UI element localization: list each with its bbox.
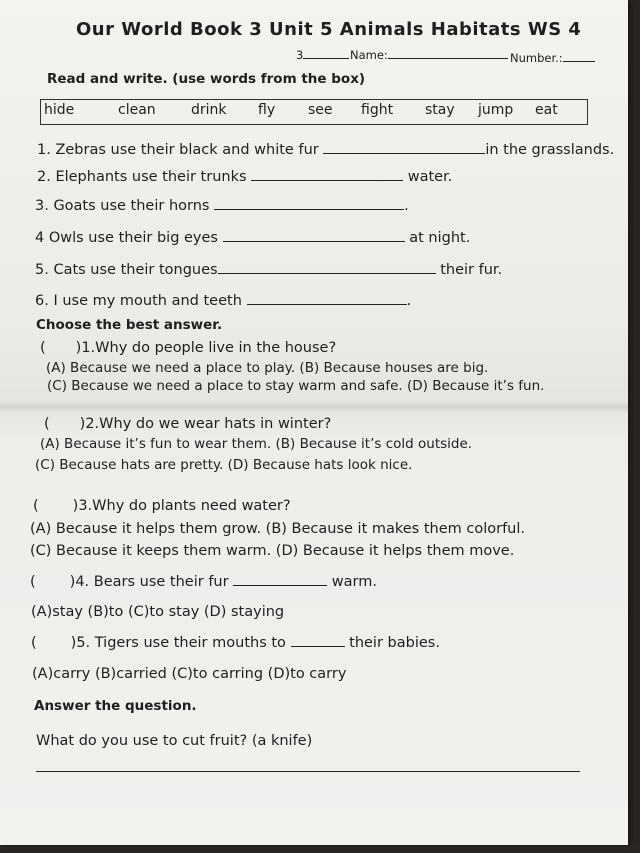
word-box-item: drink [191,102,227,118]
mcq-question-text: warm. [331,574,377,590]
fill-in-text: 6. I use my mouth and teeth [35,293,242,309]
mcq-question [31,634,440,652]
fill-in-question [37,141,614,159]
answer-paren[interactable]: ( [40,340,46,356]
mcq-question-text: )2.Why do we wear hats in winter? [79,416,332,432]
word-box-item: hide [44,102,75,118]
read-write-instruction: Read and write. (use words from the box) [47,71,366,87]
mcq-question-text: )3.Why do plants need water? [72,498,291,514]
answer-paren[interactable]: ( [44,416,50,432]
class-field[interactable] [296,46,349,64]
mcq-options: (A) Because we need a place to play. (B) Because houses are big. [46,360,489,376]
mcq-options: (A)stay (B)to (C)to stay (D) staying [31,604,285,620]
mcq-question-text: )1.Why do people live in the house? [75,340,337,356]
fill-in-text: . [404,198,409,214]
fill-in-text: in the grasslands. [485,142,615,158]
answer-paren[interactable]: ( [31,635,37,651]
mcq-question [30,573,377,591]
word-box-item: jump [478,102,514,118]
word-box-item: eat [535,102,558,118]
name-field[interactable] [350,46,508,64]
word-box-item: fight [361,102,394,118]
word-box-item: see [308,102,333,118]
fill-in-text: 5. Cats use their tongues [35,262,218,278]
mcq-options: (C) Because hats are pretty. (D) Because hats look nice. [35,457,413,473]
open-answer-line[interactable] [36,771,580,772]
answer-paren[interactable]: ( [30,574,36,590]
answer-instruction: Answer the question. [34,698,197,714]
answer-blank[interactable] [223,229,405,242]
mcq-question-text: their babies. [349,635,440,651]
class-prefix: 3 [296,48,304,62]
number-blank[interactable] [563,49,595,62]
fill-in-question [35,229,470,247]
mcq-question-text: )4. Bears use their fur [69,574,229,590]
paper-fold [0,402,628,412]
choose-instruction: Choose the best answer. [36,317,223,333]
class-blank[interactable] [303,46,349,59]
fill-in-question [35,197,409,215]
fill-in-text: . [406,293,412,309]
fill-in-question [35,261,502,279]
mcq-question [40,339,336,357]
answer-blank[interactable] [247,292,407,305]
mcq-options: (A)carry (B)carried (C)to carring (D)to carry [32,666,347,682]
mcq-options: (C) Because it keeps them warm. (D) Because it helps them move. [30,543,515,559]
fill-in-text: water. [407,169,453,185]
answer-blank[interactable] [291,634,345,647]
answer-blank[interactable] [233,573,327,586]
number-label: Number.: [510,51,563,65]
fill-in-text: at night. [409,230,471,246]
fill-in-text: 4 Owls use their big eyes [35,230,218,246]
fill-in-text: their fur. [440,262,503,278]
word-box-item: stay [425,102,455,118]
open-question: What do you use to cut fruit? (a knife) [36,733,313,749]
answer-blank[interactable] [214,197,404,210]
number-field[interactable] [510,49,595,67]
name-label: Name: [350,48,388,62]
mcq-options: (A) Because it helps them grow. (B) Because it makes them colorful. [30,521,526,537]
word-box-item: fly [258,102,276,118]
mcq-options: (C) Because we need a place to stay warm and safe. (D) Because it’s fun. [47,378,545,394]
answer-blank[interactable] [218,261,436,274]
answer-paren[interactable]: ( [33,498,39,514]
answer-blank[interactable] [251,168,403,181]
mcq-question [33,497,291,515]
fill-in-question [35,292,411,310]
mcq-options: (A) Because it’s fun to wear them. (B) Because it’s cold outside. [40,436,473,452]
word-box-item: clean [118,102,156,118]
fill-in-text: 2. Elephants use their trunks [37,169,247,185]
worksheet-title: Our World Book 3 Unit 5 Animals Habitats WS 4 [76,19,582,40]
name-blank[interactable] [388,46,508,59]
mcq-question-text: )5. Tigers use their mouths to [70,635,286,651]
fill-in-text: 3. Goats use their horns [35,198,210,214]
fill-in-text: 1. Zebras use their black and white fur [37,142,319,158]
fill-in-question [37,168,452,186]
answer-blank[interactable] [323,141,485,154]
mcq-question [44,415,331,433]
